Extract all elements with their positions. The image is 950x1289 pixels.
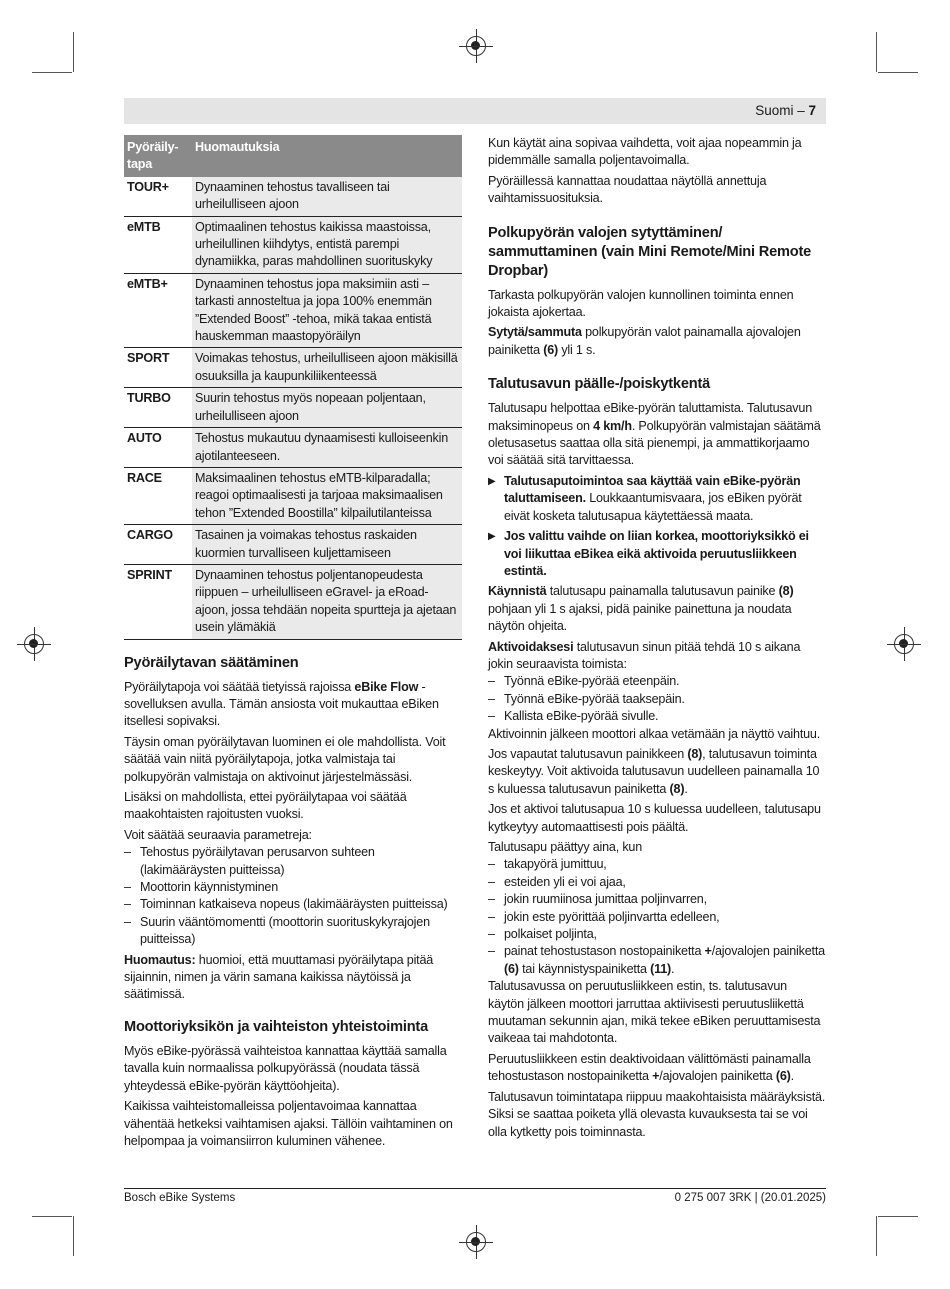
mode-name: RACE	[124, 467, 192, 524]
activation-list	[488, 673, 826, 725]
table-row	[124, 216, 462, 273]
paragraph: Pyöräilytapoja voi säätää tietyissä rajoissa eBike Flow -sovelluksen avulla. Tämän ansiosta voit mukauttaa eBiken itsellesi sopivaksi.	[124, 679, 439, 729]
list-item: – Toiminnan katkaiseva nopeus (lakimääräysten puitteissa)	[124, 896, 462, 913]
list-item: – esteiden yli ei voi ajaa,	[488, 874, 826, 891]
table-row	[124, 428, 462, 468]
list-item: – Työnnä eBike-pyörää eteenpäin.	[488, 673, 826, 690]
page-header	[124, 98, 826, 124]
page-footer	[124, 1188, 826, 1204]
mode-description: Suurin tehostus myös nopeaan poljentaan, urheilulliseen ajoon	[192, 388, 462, 428]
crop-mark	[878, 1216, 918, 1217]
table-header-row	[124, 135, 462, 177]
right-column	[488, 135, 826, 1144]
paragraph: Myös eBike-pyörässä vaihteistoa kannattaa käyttää samalla tavalla kuin normaalissa polkupyörässä (noudata tässä yhteydessä eBike-pyörän käyttöohjeita).	[124, 1043, 447, 1093]
list-item: – Moottorin käynnistyminen	[124, 879, 462, 896]
list-item: – jokin ruumiinosa jumittaa poljinvarren,	[488, 891, 826, 908]
paragraph: Peruutusliikkeen estin deaktivoidaan välittömästi painamalla tehostustason nostopainiketta +/ajovalojen painiketta (6).	[488, 1051, 811, 1084]
registration-mark-icon	[466, 1232, 486, 1252]
mode-name: SPORT	[124, 348, 192, 388]
table-row	[124, 273, 462, 348]
mode-description: Voimakas tehostus, urheilulliseen ajoon mäkisillä osuuksilla ja kaupunkiliikenteessä	[192, 348, 462, 388]
app-name: eBike Flow	[354, 679, 419, 694]
crop-mark	[878, 72, 918, 73]
mode-name: TURBO	[124, 388, 192, 428]
crop-mark	[32, 1216, 72, 1217]
paragraph: Jos vapautat talutusavun painikkeen (8), talutusavun toiminta keskeytyy. Voit aktivoida talutusavun uudelleen painamalla 10 s kuluessa talutusavun painiketta (8).	[488, 746, 820, 796]
registration-mark-icon	[24, 634, 44, 654]
table-row	[124, 564, 462, 639]
table-row	[124, 388, 462, 428]
mode-description: Optimaalinen tehostus kaikissa maastoissa, urheilullinen kiihdytys, entistä parempi dynamiikka, paras mahdollinen suorituskyky	[192, 216, 462, 273]
mode-description: Maksimaalinen tehostus eMTB-kilparadalla; reagoi optimaalisesti ja tarjoaa maksimaalisen tehon ”Extended Boostilla” kilpailutilanteissa	[192, 467, 462, 524]
mode-description: Dynaaminen tehostus jopa maksimiin asti – tarkasti annosteltua ja jopa 100% enemmän ”Extended Boost” -tehoa, mikä takaa entistä hauskemman maastopyöräilyn	[192, 273, 462, 348]
footer-document-id: 0 275 007 3RK | (20.01.2025)	[674, 1192, 826, 1204]
paragraph: Aktivoidaksesi talutusavun sinun pitää tehdä 10 s aikana jokin seuraavista toimista:	[488, 639, 801, 671]
mode-description: Dynaaminen tehostus poljentanopeudesta riippuen – urheilulliseen eGravel- ja eRoad-ajoon, jossa tehdään nopeita spurtteja ja ajetaan usein ylämäkiä	[192, 564, 462, 639]
section-heading-push-assist: Talutusavun päälle-/poiskytkentä	[488, 376, 711, 393]
list-item: – painat tehostustason nostopainiketta +/ajovalojen painiketta (6) tai käynnistyspainiketta (11).	[488, 943, 826, 978]
note-paragraph: Huomautus: huomioi, että muuttamasi pyöräilytapa pitää sijainnin, nimen ja värin samana kaikissa näytöissä ja säätimissä.	[124, 952, 434, 1002]
crop-mark	[73, 32, 74, 72]
paragraph: Sytytä/sammuta polkupyörän valot painamalla ajovalojen painiketta (6) yli 1 s.	[488, 325, 801, 357]
page-number-label: Suomi – 7	[755, 103, 816, 118]
page-number: 7	[808, 103, 816, 118]
paragraph: Aktivoinnin jälkeen moottori alkaa vetämään ja näyttö vaihtuu.	[488, 726, 821, 741]
list-item: – jokin este pyörittää poljinvartta edelleen,	[488, 909, 826, 926]
paragraph: Voit säätää seuraavia parametreja:	[124, 827, 312, 842]
paragraph: Täysin oman pyöräilytavan luominen ei ole mahdollista. Voit säätää vain niitä pyöräilytapoja, jotka valmistaja tai polkupyörän valmistaja on aktivoinut järjestelmässäsi.	[124, 734, 446, 784]
left-column	[124, 135, 462, 1153]
end-conditions-list	[488, 856, 826, 978]
mode-name: TOUR+	[124, 177, 192, 216]
mode-name: eMTB+	[124, 273, 192, 348]
list-item: – polkaiset poljinta,	[488, 926, 826, 943]
paragraph: Jos et aktivoi talutusapua 10 s kuluessa uudelleen, talutusapu kytkeytyy automaattisesti pois päältä.	[488, 802, 821, 834]
list-item: – Kallista eBike-pyörää sivulle.	[488, 708, 826, 725]
mode-name: CARGO	[124, 525, 192, 565]
list-item: – Suurin vääntömomentti (moottorin suorituskykyrajojen puitteissa)	[124, 914, 462, 949]
warning-item: ▶ Jos valittu vaihde on liian korkea, moottoriyksikkö ei voi liikuttaa eBikea eikä aktivoida peruutusliikkeen estintä.	[488, 528, 826, 580]
paragraph: Pyöräillessä kannattaa noudattaa näytöllä annettuja vaihtamissuosituksia.	[488, 173, 767, 206]
paragraph: Kun käytät aina sopivaa vaihdetta, voit ajaa nopeammin ja pidemmälle samalla poljentavoimalla.	[488, 136, 802, 168]
table-row	[124, 467, 462, 524]
registration-mark-icon	[466, 36, 486, 56]
list-item: – Tehostus pyöräilytavan perusarvon suhteen (lakimääräysten puitteissa)	[124, 844, 462, 879]
mode-name: AUTO	[124, 428, 192, 468]
paragraph: Talutusapu helpottaa eBike-pyörän taluttamista. Talutusavun maksiminopeus on 4 km/h. Polkupyörän valmistajan säätämä oletusasetus saattaa olla sitä pienempi, ja ammattikorjaamo voi säätää sitä tarvittaessa.	[488, 401, 821, 468]
mode-name: SPRINT	[124, 564, 192, 639]
mode-description: Dynaaminen tehostus tavalliseen tai urheilulliseen ajoon	[192, 177, 462, 216]
table-row	[124, 348, 462, 388]
paragraph: Talutusavun toimintatapa riippuu maakohtaisista määräyksistä. Siksi se saattaa poiketa yllä olevasta kuvauksesta tai se voi olla kytketty pois toiminnasta.	[488, 1089, 826, 1139]
parameter-list	[124, 844, 462, 948]
section-heading-lights: Polkupyörän valojen sytyttäminen/ sammuttaminen (vain Mini Remote/Mini Remote Dropbar)	[488, 224, 812, 279]
footer-company: Bosch eBike Systems	[124, 1192, 236, 1204]
crop-mark	[73, 1216, 74, 1256]
warning-item: ▶ Talutusaputoimintoa saa käyttää vain eBike-pyörän taluttamiseen. Loukkaantumisvaara, jos eBiken pyörät eivät kosketa talutusapua käytettäessä maata.	[488, 473, 826, 525]
paragraph: Tarkasta polkupyörän valojen kunnollinen toiminta ennen jokaista ajokertaa.	[488, 287, 794, 320]
mode-description: Tasainen ja voimakas tehostus raskaiden kuormien turvalliseen kuljettamiseen	[192, 525, 462, 565]
crop-mark	[876, 1216, 877, 1256]
paragraph: Käynnistä talutusapu painamalla talutusavun painike (8) pohjaan yli 1 s ajaksi, pidä painike painettuna ja noudata näytön ohjeita.	[488, 584, 794, 634]
list-item: – Työnnä eBike-pyörää taaksepäin.	[488, 691, 826, 708]
table-header-mode: Pyöräily-tapa	[124, 135, 192, 177]
list-item: – takapyörä jumittuu,	[488, 856, 826, 873]
section-heading-gear: Moottoriyksikön ja vaihteiston yhteistoiminta	[124, 1018, 429, 1035]
mode-description: Tehostus mukautuu dynaamisesti kulloiseenkin ajotilanteeseen.	[192, 428, 462, 468]
table-row	[124, 177, 462, 216]
paragraph: Talutusapu päättyy aina, kun	[488, 840, 643, 854]
crop-mark	[876, 32, 877, 72]
paragraph: Lisäksi on mahdollista, ettei pyöräilytapaa voi säätää maakohtaisten rajoitusten vuoksi.	[124, 790, 407, 822]
mode-name: eMTB	[124, 216, 192, 273]
section-heading-adjust-mode: Pyöräilytavan säätäminen	[124, 654, 299, 671]
table-row	[124, 525, 462, 565]
table-header-notes: Huomautuksia	[192, 135, 462, 177]
registration-mark-icon	[894, 634, 914, 654]
riding-mode-table	[124, 135, 462, 640]
crop-mark	[32, 72, 72, 73]
paragraph: Talutusavussa on peruutusliikkeen estin, ts. talutusavun käytön jälkeen moottori jarruttaa aktiivisesti peruutusliikettä muutaman sekunnin ajan, mikä tekee eBiken peruuttamisesta vaikeaa tai mahdotonta.	[488, 979, 821, 1046]
note-label: Huomautus:	[124, 952, 196, 967]
paragraph: Kaikissa vaihteistomalleissa poljentavoimaa kannattaa vähentää hetkeksi vaihtamisen ajaksi. Tällöin vaihtaminen on helpompaa ja voimansiirron kuluminen vähenee.	[124, 1099, 453, 1148]
